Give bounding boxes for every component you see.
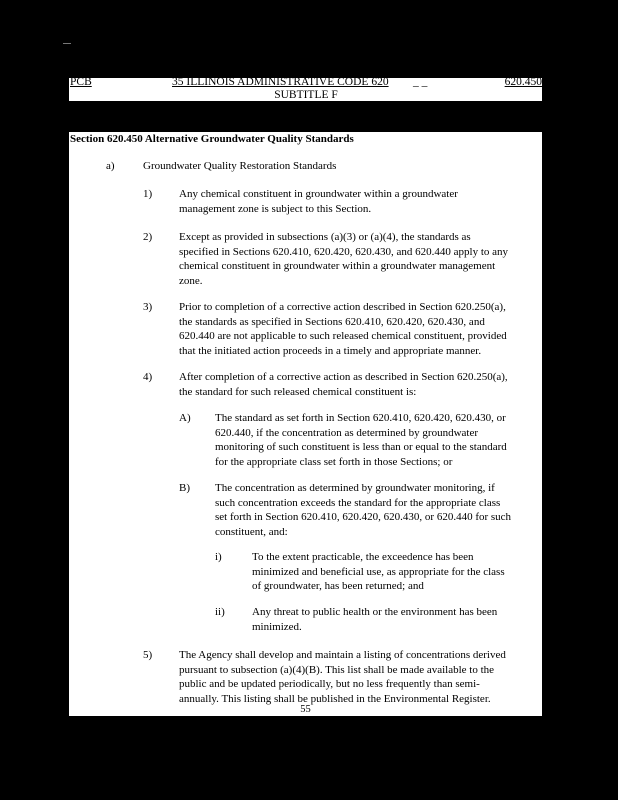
item-4Bi-label: i) (215, 551, 222, 563)
item-4A-label: A) (179, 412, 191, 424)
item-2-line: chemical constituent in groundwater within a groundwater management (179, 260, 496, 273)
item-3-line: the standards as specified in Sections 620.410, 620.420, 620.430, and (179, 315, 485, 328)
item-4B-line: set forth in Section 620.410, 620.420, 620.430, or 620.440 for such (215, 511, 512, 524)
item-4B-line: such concentration exceeds the standard for the appropriate class (215, 496, 501, 509)
header-code-title: 35 ILLINOIS ADMINISTRATIVE CODE 620 (172, 76, 389, 88)
document-page (69, 132, 542, 716)
item-4Bi-line: of groundwater, has been returned; and (252, 580, 424, 593)
item-4Bi-line: minimized and beneficial use, as appropriate for the class (252, 565, 505, 578)
item-5-label: 5) (143, 649, 153, 661)
header-blank: _ _ (413, 76, 428, 88)
item-a-heading: Groundwater Quality Restoration Standards (143, 160, 337, 172)
item-3-line: Prior to completion of a corrective action described in Section 620.250(a), (179, 301, 506, 313)
item-4Bii-line: minimized. (252, 620, 302, 633)
item-1-line: management zone is subject to this Section. (179, 202, 372, 215)
item-a-label: a) (106, 160, 115, 172)
item-5-line: pursuant to subsection (a)(4)(B). This list shall be made available to the (179, 663, 495, 676)
item-4Bii-line: Any threat to public health or the environment has been (252, 606, 498, 618)
page-number: 55 (300, 704, 311, 715)
section-title: Section 620.450 Alternative Groundwater Quality Standards (70, 133, 354, 145)
item-2-line: specified in Sections 620.410, 620.420, 620.430, and 620.440 apply to any (179, 245, 509, 258)
header-subtitle: SUBTITLE F (274, 89, 338, 101)
item-2-label: 2) (143, 231, 153, 243)
item-4B-line: constituent, and: (215, 525, 288, 538)
item-3-label: 3) (143, 301, 153, 313)
item-4B-line: The concentration as determined by groundwater monitoring, if (215, 482, 495, 494)
item-4Bii-label: ii) (215, 606, 225, 618)
item-1-line: Any chemical constituent in groundwater within a groundwater (179, 188, 458, 200)
item-4-line: After completion of a corrective action as described in Section 620.250(a), (179, 371, 508, 383)
item-5-line: The Agency shall develop and maintain a listing of concentrations derived (179, 649, 506, 661)
item-2-line: zone. (179, 274, 203, 287)
header-agency: PCB (70, 76, 92, 88)
item-4-line: the standard for such released chemical constituent is: (179, 385, 417, 398)
item-4Bi-line: To the extent practicable, the exceedence has been (252, 551, 474, 563)
header-section-number: 620.450 (504, 76, 542, 88)
item-1-label: 1) (143, 188, 153, 200)
item-2-line: Except as provided in subsections (a)(3) or (a)(4), the standards as (179, 231, 471, 243)
item-5-line: public and be updated periodically, but no less frequently than semi- (179, 678, 480, 691)
item-4A-line: monitoring of such constituent is less than or equal to the standard (215, 441, 507, 454)
item-3-line: 620.440 are not applicable to such released chemical constituent, provided (179, 330, 507, 343)
item-4-label: 4) (143, 371, 153, 383)
item-4A-line: 620.440, if the concentration as determined by groundwater (215, 426, 479, 439)
item-4A-line: The standard as set forth in Section 620.410, 620.420, 620.430, or (215, 412, 506, 424)
item-4A-line: for the appropriate class set forth in those Sections; or (215, 455, 453, 468)
scan-mark (63, 43, 71, 44)
item-5-line: annually. This listing shall be published in the Environmental Register. (179, 692, 491, 705)
item-4B-label: B) (179, 482, 190, 494)
item-3-line: that the initiated action proceeds in a timely and appropriate manner. (179, 344, 482, 357)
